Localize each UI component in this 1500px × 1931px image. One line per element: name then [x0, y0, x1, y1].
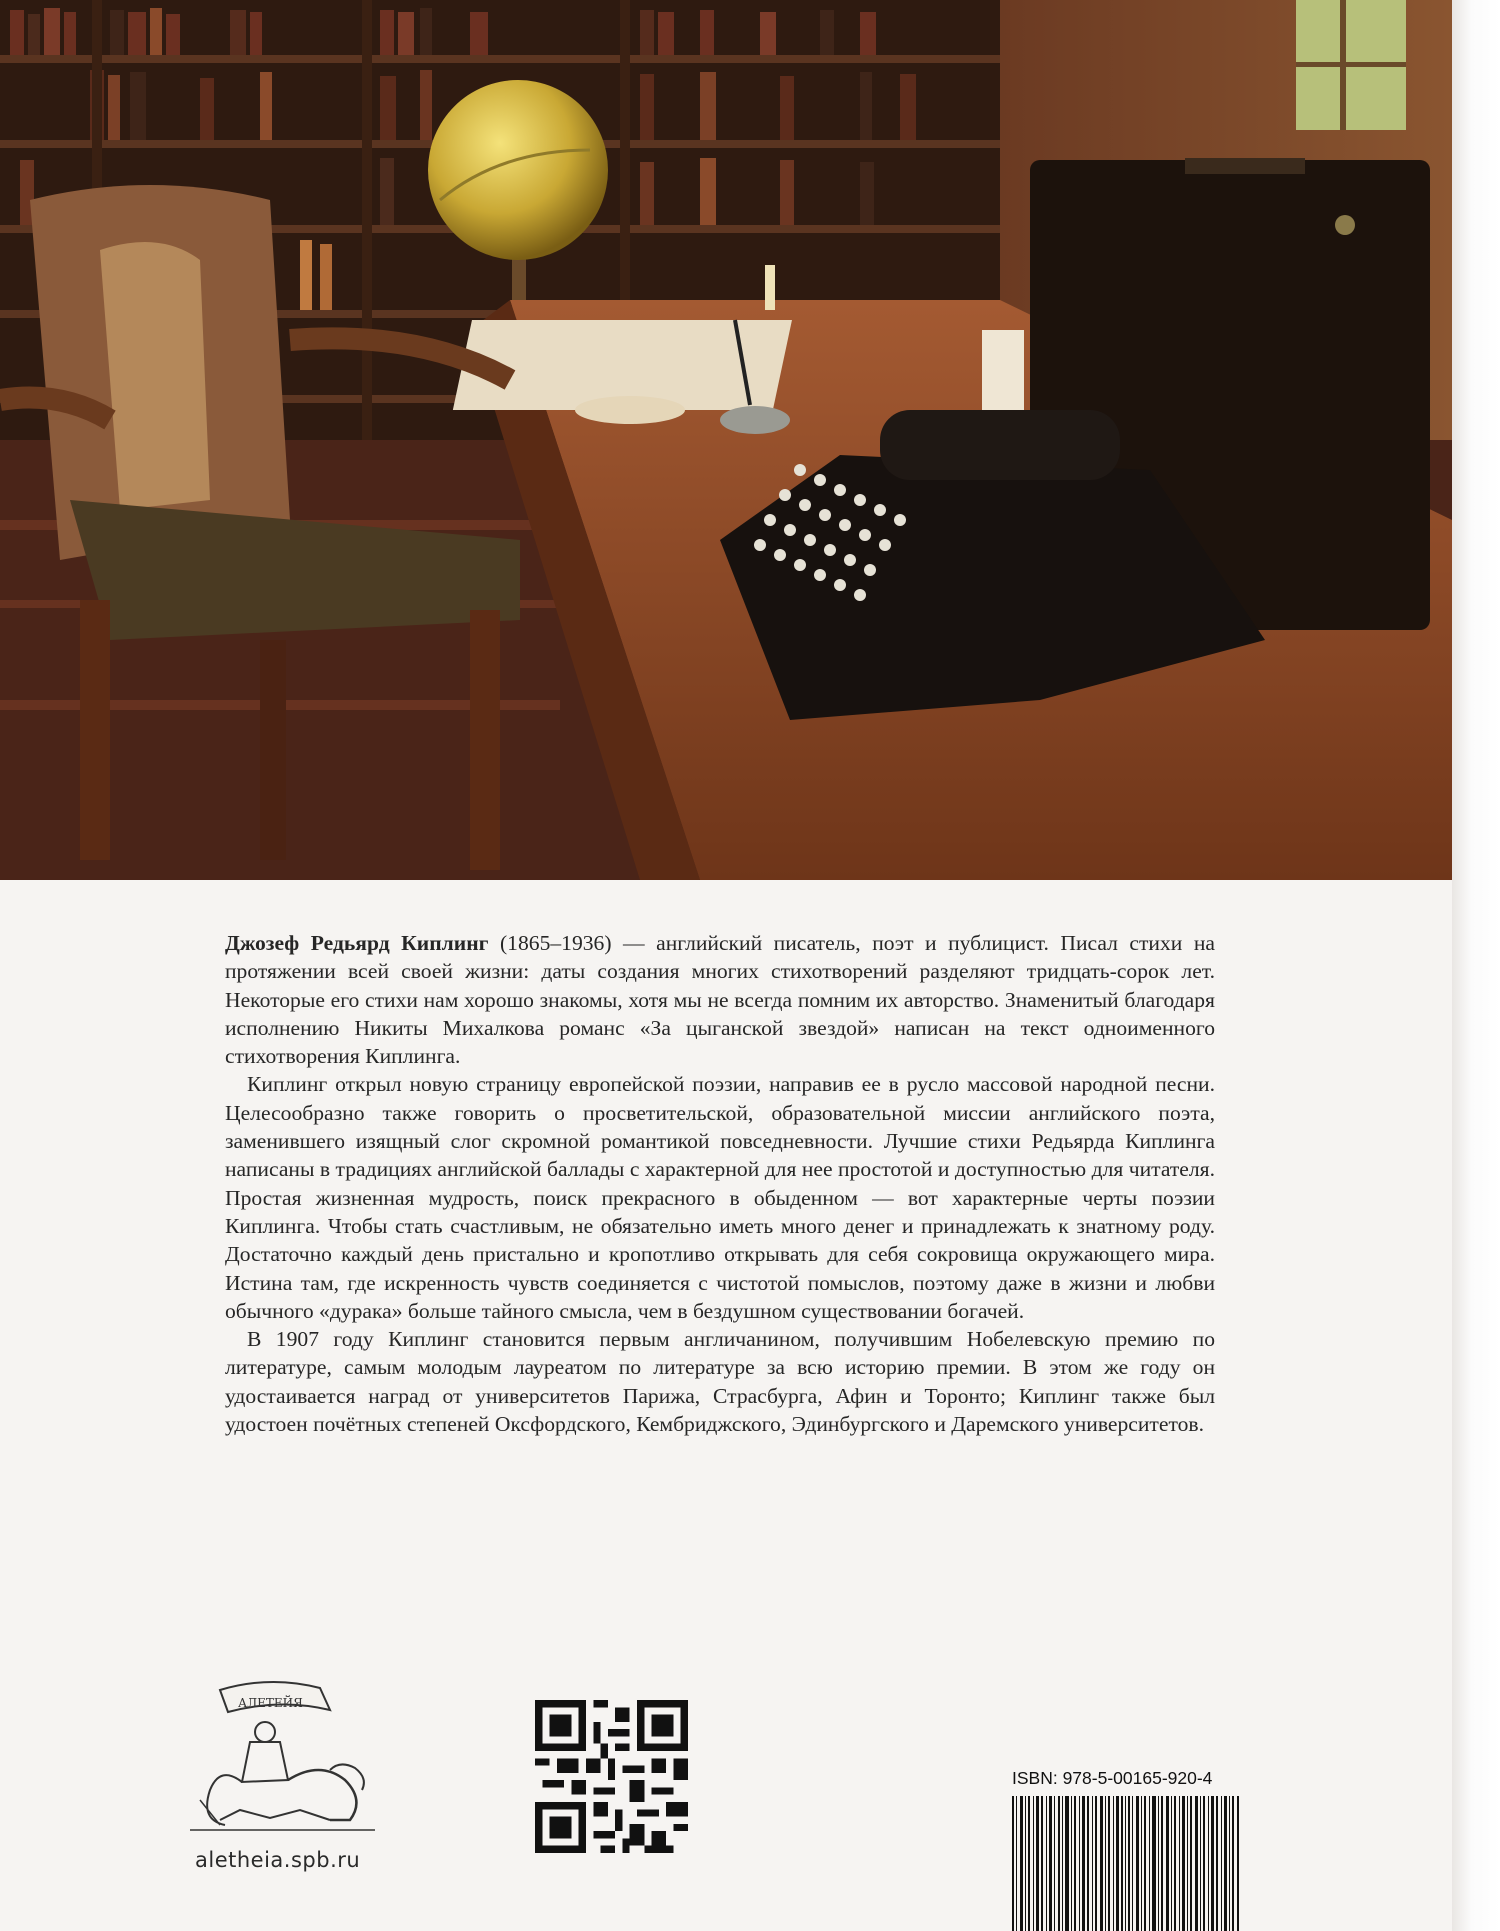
- barcode: [1008, 1796, 1244, 1931]
- publisher-url[interactable]: aletheia.spb.ru: [195, 1848, 361, 1872]
- author-name: Джозеф Редьярд Киплинг: [225, 931, 489, 955]
- publisher-logo: [180, 1670, 390, 1840]
- annotation-paragraph-3: В 1907 году Киплинг становится первым англичанином, получившим Нобелевскую премию по литературе, самым молодым лауреатом по литературе за всю историю премии. В этом же году он удостаивается наград от университетов Парижа, Страсбурга, Афин и Торонто; Киплинг также был удостоен почётных степеней Оксфордского, Кембриджского, Эдинбургского и Даремского университетов.: [225, 1327, 1215, 1437]
- annotation-paragraph-2: Киплинг открыл новую страницу европейской поэзии, направив ее в русло массовой народной песни. Целесообразно также говорить о просветительской, образовательной миссии английского поэта, заменившего изящный слог скромной романтикой повседневности. Лучшие стихи Редьярда Киплинга написаны в традициях английской баллады с характерной для нее простотой и доступностью для читателя. Простая жизненная мудрость, поиск прекрасного в обыденном — вот характерные черты поэзии Киплинга. Чтобы стать счастливым, не обязательно иметь много денег и принадлежать к знатному роду. Достаточно каждый день пристально и кропотливо открывать для себя сокровища окружающего мира. Истина там, где искренность чувств соединяется с чистотой помыслов, поэтому даже в жизни и любви обычного «дурака» больше тайного смысла, чем в бездушном существовании богачей.: [225, 1072, 1215, 1323]
- book-annotation: [225, 929, 1215, 1438]
- qr-code: [535, 1700, 688, 1853]
- study-room-illustration: [0, 0, 1452, 880]
- annotation-paragraph-1: [225, 929, 1215, 1070]
- cover-photo: [0, 0, 1452, 880]
- isbn-label: ISBN: 978-5-00165-920-4: [1012, 1768, 1213, 1788]
- cover-edge-shadow: [1452, 0, 1500, 1931]
- logo-banner-text: АЛЕТЕЙЯ: [238, 1696, 303, 1710]
- annotation-paragraph-1-text: (1865–1936) — английский писатель, поэт и публицист. Писал стихи на протяжении всей своей жизни: даты создания многих стихотворений разделяют тридцать-сорок лет. Некоторые его стихи нам хорошо знакомы, хотя мы не всегда помним их авторство. Знаменитый благодаря исполнению Никиты Михалкова романс «За цыганской звездой» написан на текст одноименного стихотворения Киплинга.: [225, 931, 1215, 1069]
